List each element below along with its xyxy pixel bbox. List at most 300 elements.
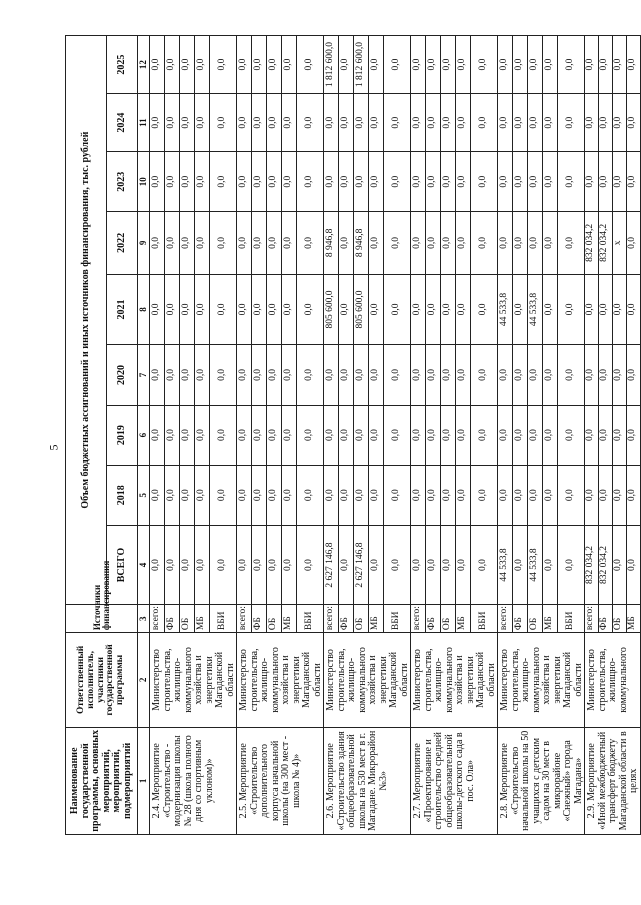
year-value: 0,0 — [585, 274, 599, 345]
year-value: 0,0 — [626, 345, 640, 405]
year-value: 0,0 — [209, 274, 236, 345]
year-value: 0,0 — [411, 36, 426, 94]
year-value: 0,0 — [251, 465, 266, 525]
year-value: 0,0 — [266, 465, 281, 525]
year-value: 0,0 — [237, 274, 252, 345]
year-value: 0,0 — [425, 465, 440, 525]
year-value: 0,0 — [557, 152, 584, 212]
year-value: 0,0 — [585, 345, 599, 405]
year-value: 0,0 — [527, 405, 542, 465]
year-value: 0,0 — [383, 274, 410, 345]
column-number: 7 — [138, 345, 150, 405]
year-value: 0,0 — [612, 405, 626, 465]
year-value: 0,0 — [470, 465, 497, 525]
measure-name: 2.8. Мероприятие «Строительство начальной школы на 50 учащихся с детским садом на 30 мест в микрорайоне «Снежный» города Магадана» — [498, 727, 585, 834]
year-value: 0,0 — [383, 465, 410, 525]
year-value: 0,0 — [179, 152, 194, 212]
year-value: 44 533,8 — [498, 274, 513, 345]
table-row — [585, 36, 599, 835]
header-year: 2020 — [107, 345, 138, 405]
year-value: 0,0 — [542, 274, 557, 345]
total-value: 0,0 — [194, 525, 209, 604]
total-value: 0,0 — [411, 525, 426, 604]
year-value: 0,0 — [440, 212, 455, 274]
year-value: 44 533,8 — [527, 274, 542, 345]
measure-name: 2.7. Мероприятие «Проектирование и строительство средней общеобразовательной школы-детского сада в пос. Ола» — [411, 727, 498, 834]
total-value: 0,0 — [209, 525, 236, 604]
total-value: 0,0 — [338, 525, 353, 604]
funding-source: ОБ — [179, 605, 194, 633]
year-value: 0,0 — [542, 152, 557, 212]
year-value: 0,0 — [179, 94, 194, 152]
year-value: 0,0 — [237, 212, 252, 274]
year-value: 0,0 — [353, 405, 368, 465]
funding-source: ВБИ — [296, 605, 323, 633]
year-value: 0,0 — [527, 465, 542, 525]
year-value: 0,0 — [383, 94, 410, 152]
year-value: 0,0 — [281, 152, 296, 212]
year-value: 0,0 — [626, 274, 640, 345]
year-value: 0,0 — [281, 465, 296, 525]
year-value: 0,0 — [411, 405, 426, 465]
year-value: 0,0 — [440, 405, 455, 465]
year-value: 0,0 — [440, 274, 455, 345]
year-value: 0,0 — [194, 345, 209, 405]
year-value: 0,0 — [498, 405, 513, 465]
year-value: 0,0 — [281, 274, 296, 345]
year-value: 0,0 — [425, 94, 440, 152]
year-value: 0,0 — [598, 465, 612, 525]
year-value: 0,0 — [455, 36, 470, 94]
year-value: 0,0 — [338, 405, 353, 465]
year-value: 0,0 — [266, 405, 281, 465]
year-value: 0,0 — [150, 36, 165, 94]
year-value: 0,0 — [425, 212, 440, 274]
year-value: 805 600,0 — [353, 274, 368, 345]
year-value: 0,0 — [368, 345, 383, 405]
total-value: 0,0 — [237, 525, 252, 604]
column-number: 8 — [138, 274, 150, 345]
year-value: 0,0 — [368, 405, 383, 465]
responsible-executor: Министерство строительства, жилищно-коммунального хозяйства и энергетики Магаданской области — [411, 633, 498, 727]
year-value: 0,0 — [209, 212, 236, 274]
year-value: 0,0 — [542, 36, 557, 94]
year-value: 0,0 — [455, 345, 470, 405]
year-value: 0,0 — [324, 152, 339, 212]
year-value: 0,0 — [527, 212, 542, 274]
year-value: 0,0 — [237, 405, 252, 465]
total-value: 0,0 — [296, 525, 323, 604]
year-value: 0,0 — [164, 274, 179, 345]
year-value: 0,0 — [179, 274, 194, 345]
year-value: 0,0 — [324, 465, 339, 525]
year-value: 0,0 — [338, 465, 353, 525]
year-value: 0,0 — [512, 94, 527, 152]
column-number: 6 — [138, 405, 150, 465]
year-value: 0,0 — [470, 36, 497, 94]
year-value: 0,0 — [338, 345, 353, 405]
year-value: 0,0 — [209, 345, 236, 405]
total-value: 0,0 — [266, 525, 281, 604]
header-volume: Объем бюджетных ассигнований и иных источников финансирования, тыс. рублей — [66, 36, 107, 605]
funding-source: ФБ — [425, 605, 440, 633]
year-value: 0,0 — [368, 94, 383, 152]
year-value: 0,0 — [470, 345, 497, 405]
year-value: 0,0 — [324, 405, 339, 465]
total-value: 0,0 — [281, 525, 296, 604]
column-number: 11 — [138, 94, 150, 152]
total-value: 44 533,8 — [498, 525, 513, 604]
year-value: 0,0 — [498, 465, 513, 525]
year-value: 0,0 — [194, 212, 209, 274]
year-value: 0,0 — [425, 274, 440, 345]
header-year: 2024 — [107, 94, 138, 152]
year-value: 0,0 — [296, 345, 323, 405]
funding-source: всего: — [237, 605, 252, 633]
year-value: 0,0 — [440, 345, 455, 405]
year-value: 0,0 — [324, 345, 339, 405]
year-value: 0,0 — [194, 465, 209, 525]
measure-name: 2.4. Мероприятие «Строительство - модернизация школы № 28 (школа полного дня со спортивным уклоном)» — [150, 727, 237, 834]
responsible-executor: Министерство строительства, жилищно-коммунального — [585, 633, 641, 727]
year-value: 0,0 — [612, 345, 626, 405]
year-value: 0,0 — [266, 212, 281, 274]
column-numbers-row — [138, 36, 150, 835]
year-value: 0,0 — [598, 152, 612, 212]
year-value: 0,0 — [585, 465, 599, 525]
funding-source: ФБ — [338, 605, 353, 633]
year-value: 0,0 — [557, 345, 584, 405]
year-value: x — [612, 212, 626, 274]
year-value: 0,0 — [338, 212, 353, 274]
year-value: 0,0 — [353, 345, 368, 405]
year-value: 0,0 — [455, 274, 470, 345]
header-source: Источники финансирования — [66, 605, 138, 633]
year-value: 0,0 — [179, 405, 194, 465]
year-value: 0,0 — [411, 152, 426, 212]
total-value: 2 627 146,8 — [324, 525, 339, 604]
year-value: 0,0 — [512, 212, 527, 274]
year-value: 0,0 — [150, 152, 165, 212]
year-value: 0,0 — [164, 152, 179, 212]
funding-source: всего: — [585, 605, 599, 633]
funding-source: МБ — [368, 605, 383, 633]
funding-source: ВБИ — [383, 605, 410, 633]
year-value: 0,0 — [179, 212, 194, 274]
year-value: 0,0 — [598, 345, 612, 405]
year-value: 0,0 — [237, 465, 252, 525]
year-value: 0,0 — [164, 94, 179, 152]
total-value: 0,0 — [512, 525, 527, 604]
year-value: 0,0 — [585, 152, 599, 212]
year-value: 0,0 — [194, 152, 209, 212]
year-value: 0,0 — [598, 405, 612, 465]
year-value: 0,0 — [179, 465, 194, 525]
year-value: 0,0 — [164, 212, 179, 274]
year-value: 0,0 — [470, 94, 497, 152]
year-value: 0,0 — [512, 345, 527, 405]
year-value: 0,0 — [251, 212, 266, 274]
total-value: 0,0 — [626, 525, 640, 604]
year-value: 0,0 — [598, 94, 612, 152]
year-value: 0,0 — [612, 94, 626, 152]
funding-source: МБ — [542, 605, 557, 633]
year-value: 0,0 — [440, 94, 455, 152]
year-value: 0,0 — [626, 152, 640, 212]
funding-source: ОБ — [266, 605, 281, 633]
year-value: 0,0 — [383, 345, 410, 405]
year-value: 0,0 — [585, 94, 599, 152]
year-value: 0,0 — [251, 274, 266, 345]
year-value: 0,0 — [626, 405, 640, 465]
year-value: 0,0 — [585, 36, 599, 94]
year-value: 0,0 — [251, 94, 266, 152]
year-value: 0,0 — [281, 94, 296, 152]
year-value: 0,0 — [542, 465, 557, 525]
year-value: 0,0 — [455, 465, 470, 525]
year-value: 0,0 — [251, 405, 266, 465]
year-value: 0,0 — [296, 405, 323, 465]
total-value: 0,0 — [251, 525, 266, 604]
financing-table — [65, 35, 641, 835]
year-value: 0,0 — [557, 36, 584, 94]
year-value: 0,0 — [612, 152, 626, 212]
year-value: 0,0 — [338, 36, 353, 94]
year-value: 0,0 — [338, 274, 353, 345]
funding-source: ВБИ — [470, 605, 497, 633]
year-value: 0,0 — [296, 465, 323, 525]
measure-name: 2.5. Мероприятие «Строительство дополнительного корпуса начальной школы (на 300 мест - школа № 4)» — [237, 727, 324, 834]
year-value: 0,0 — [324, 94, 339, 152]
year-value: 0,0 — [209, 94, 236, 152]
header-total: ВСЕГО — [107, 525, 138, 604]
year-value: 0,0 — [612, 465, 626, 525]
year-value: 0,0 — [470, 274, 497, 345]
column-number: 12 — [138, 36, 150, 94]
year-value: 0,0 — [368, 465, 383, 525]
year-value: 0,0 — [338, 152, 353, 212]
column-number: 4 — [138, 525, 150, 604]
year-value: 0,0 — [470, 212, 497, 274]
total-value: 0,0 — [612, 525, 626, 604]
year-value: 0,0 — [440, 36, 455, 94]
total-value: 0,0 — [383, 525, 410, 604]
year-value: 0,0 — [626, 36, 640, 94]
year-value: 0,0 — [542, 212, 557, 274]
funding-source: всего: — [150, 605, 165, 633]
year-value: 0,0 — [296, 94, 323, 152]
funding-source: ОБ — [353, 605, 368, 633]
responsible-executor: Министерство строительства, жилищно-коммунального хозяйства и энергетики Магаданской области — [150, 633, 237, 727]
year-value: 0,0 — [368, 274, 383, 345]
year-value: 0,0 — [237, 345, 252, 405]
year-value: 0,0 — [527, 36, 542, 94]
year-value: 0,0 — [470, 405, 497, 465]
total-value: 0,0 — [179, 525, 194, 604]
year-value: 0,0 — [209, 152, 236, 212]
year-value: 0,0 — [598, 36, 612, 94]
year-value: 0,0 — [498, 94, 513, 152]
year-value: 0,0 — [557, 212, 584, 274]
year-value: 0,0 — [612, 274, 626, 345]
year-value: 0,0 — [368, 36, 383, 94]
year-value: 0,0 — [194, 36, 209, 94]
header-year: 2023 — [107, 152, 138, 212]
responsible-executor: Министерство строительства, жилищно-коммунального хозяйства и энергетики Магаданской области — [498, 633, 585, 727]
year-value: 0,0 — [512, 36, 527, 94]
rotated-table-container — [65, 35, 639, 835]
responsible-executor: Министерство строительства, жилищно-коммунального хозяйства и энергетики Магаданской области — [237, 633, 324, 727]
year-value: 0,0 — [455, 212, 470, 274]
year-value: 0,0 — [542, 345, 557, 405]
year-value: 0,0 — [251, 345, 266, 405]
year-value: 0,0 — [512, 465, 527, 525]
total-value: 0,0 — [150, 525, 165, 604]
year-value: 0,0 — [179, 36, 194, 94]
year-value: 0,0 — [626, 465, 640, 525]
year-value: 0,0 — [557, 405, 584, 465]
funding-source: всего: — [411, 605, 426, 633]
year-value: 0,0 — [368, 212, 383, 274]
year-value: 0,0 — [383, 152, 410, 212]
header-year: 2018 — [107, 465, 138, 525]
total-value: 0,0 — [164, 525, 179, 604]
year-value: 0,0 — [266, 36, 281, 94]
year-value: 0,0 — [179, 345, 194, 405]
year-value: 0,0 — [194, 405, 209, 465]
year-value: 0,0 — [281, 405, 296, 465]
total-value: 0,0 — [557, 525, 584, 604]
column-number: 3 — [138, 605, 150, 633]
year-value: 805 600,0 — [324, 274, 339, 345]
header-responsible: Ответственный исполнитель, участники государственной программы — [66, 633, 138, 727]
year-value: 0,0 — [296, 212, 323, 274]
year-value: 0,0 — [411, 212, 426, 274]
year-value: 0,0 — [266, 152, 281, 212]
total-value: 0,0 — [368, 525, 383, 604]
table-body — [150, 36, 641, 835]
year-value: 0,0 — [498, 36, 513, 94]
table-row — [150, 36, 165, 835]
year-value: 0,0 — [542, 94, 557, 152]
column-number: 1 — [138, 727, 150, 834]
column-number: 2 — [138, 633, 150, 727]
year-value: 8 946,8 — [324, 212, 339, 274]
total-value: 44 533,8 — [527, 525, 542, 604]
year-value: 0,0 — [440, 152, 455, 212]
year-value: 0,0 — [557, 94, 584, 152]
year-value: 0,0 — [281, 36, 296, 94]
table-row — [411, 36, 426, 835]
funding-source: всего: — [324, 605, 339, 633]
year-value: 0,0 — [557, 465, 584, 525]
funding-source: ФБ — [164, 605, 179, 633]
year-value: 0,0 — [296, 152, 323, 212]
year-value: 0,0 — [281, 212, 296, 274]
year-value: 0,0 — [353, 94, 368, 152]
year-value: 0,0 — [209, 465, 236, 525]
year-value: 0,0 — [209, 36, 236, 94]
year-value: 0,0 — [164, 465, 179, 525]
total-value: 0,0 — [425, 525, 440, 604]
funding-source: всего: — [498, 605, 513, 633]
year-value: 0,0 — [150, 274, 165, 345]
funding-source: ФБ — [598, 605, 612, 633]
year-value: 0,0 — [368, 152, 383, 212]
year-value: 0,0 — [527, 94, 542, 152]
total-value: 0,0 — [440, 525, 455, 604]
year-value: 0,0 — [338, 94, 353, 152]
year-value: 0,0 — [194, 274, 209, 345]
year-value: 0,0 — [455, 94, 470, 152]
total-value: 0,0 — [542, 525, 557, 604]
year-value: 0,0 — [150, 212, 165, 274]
header-year: 2019 — [107, 405, 138, 465]
total-value: 832 034,2 — [598, 525, 612, 604]
header-year: 2021 — [107, 274, 138, 345]
year-value: 832 034,2 — [585, 212, 599, 274]
year-value: 0,0 — [512, 152, 527, 212]
year-value: 0,0 — [455, 405, 470, 465]
year-value: 1 812 600,0 — [324, 36, 339, 94]
year-value: 0,0 — [281, 345, 296, 405]
year-value: 0,0 — [470, 152, 497, 212]
funding-source: ОБ — [527, 605, 542, 633]
table-row — [498, 36, 513, 835]
header-year: 2022 — [107, 212, 138, 274]
year-value: 0,0 — [626, 94, 640, 152]
year-value: 0,0 — [411, 465, 426, 525]
year-value: 0,0 — [296, 274, 323, 345]
year-value: 0,0 — [194, 94, 209, 152]
year-value: 0,0 — [383, 36, 410, 94]
column-number: 5 — [138, 465, 150, 525]
year-value: 0,0 — [266, 94, 281, 152]
table-row — [324, 36, 339, 835]
funding-source: МБ — [626, 605, 640, 633]
funding-source: МБ — [455, 605, 470, 633]
table-header — [66, 36, 150, 835]
year-value: 0,0 — [411, 274, 426, 345]
column-number: 9 — [138, 212, 150, 274]
year-value: 0,0 — [585, 405, 599, 465]
funding-source: ОБ — [440, 605, 455, 633]
year-value: 0,0 — [353, 152, 368, 212]
year-value: 0,0 — [237, 152, 252, 212]
year-value: 0,0 — [251, 152, 266, 212]
funding-source: ВБИ — [557, 605, 584, 633]
year-value: 0,0 — [411, 94, 426, 152]
year-value: 0,0 — [383, 212, 410, 274]
year-value: 8 946,8 — [353, 212, 368, 274]
year-value: 0,0 — [512, 405, 527, 465]
year-value: 0,0 — [455, 152, 470, 212]
year-value: 0,0 — [411, 345, 426, 405]
funding-source: ВБИ — [209, 605, 236, 633]
year-value: 832 034,2 — [598, 212, 612, 274]
column-number: 10 — [138, 152, 150, 212]
funding-source: МБ — [194, 605, 209, 633]
year-value: 0,0 — [237, 36, 252, 94]
year-value: 0,0 — [425, 345, 440, 405]
funding-source: ФБ — [251, 605, 266, 633]
year-value: 0,0 — [498, 345, 513, 405]
header-year: 2025 — [107, 36, 138, 94]
year-value: 0,0 — [150, 345, 165, 405]
year-value: 0,0 — [150, 405, 165, 465]
year-value: 0,0 — [150, 465, 165, 525]
year-value: 0,0 — [512, 274, 527, 345]
